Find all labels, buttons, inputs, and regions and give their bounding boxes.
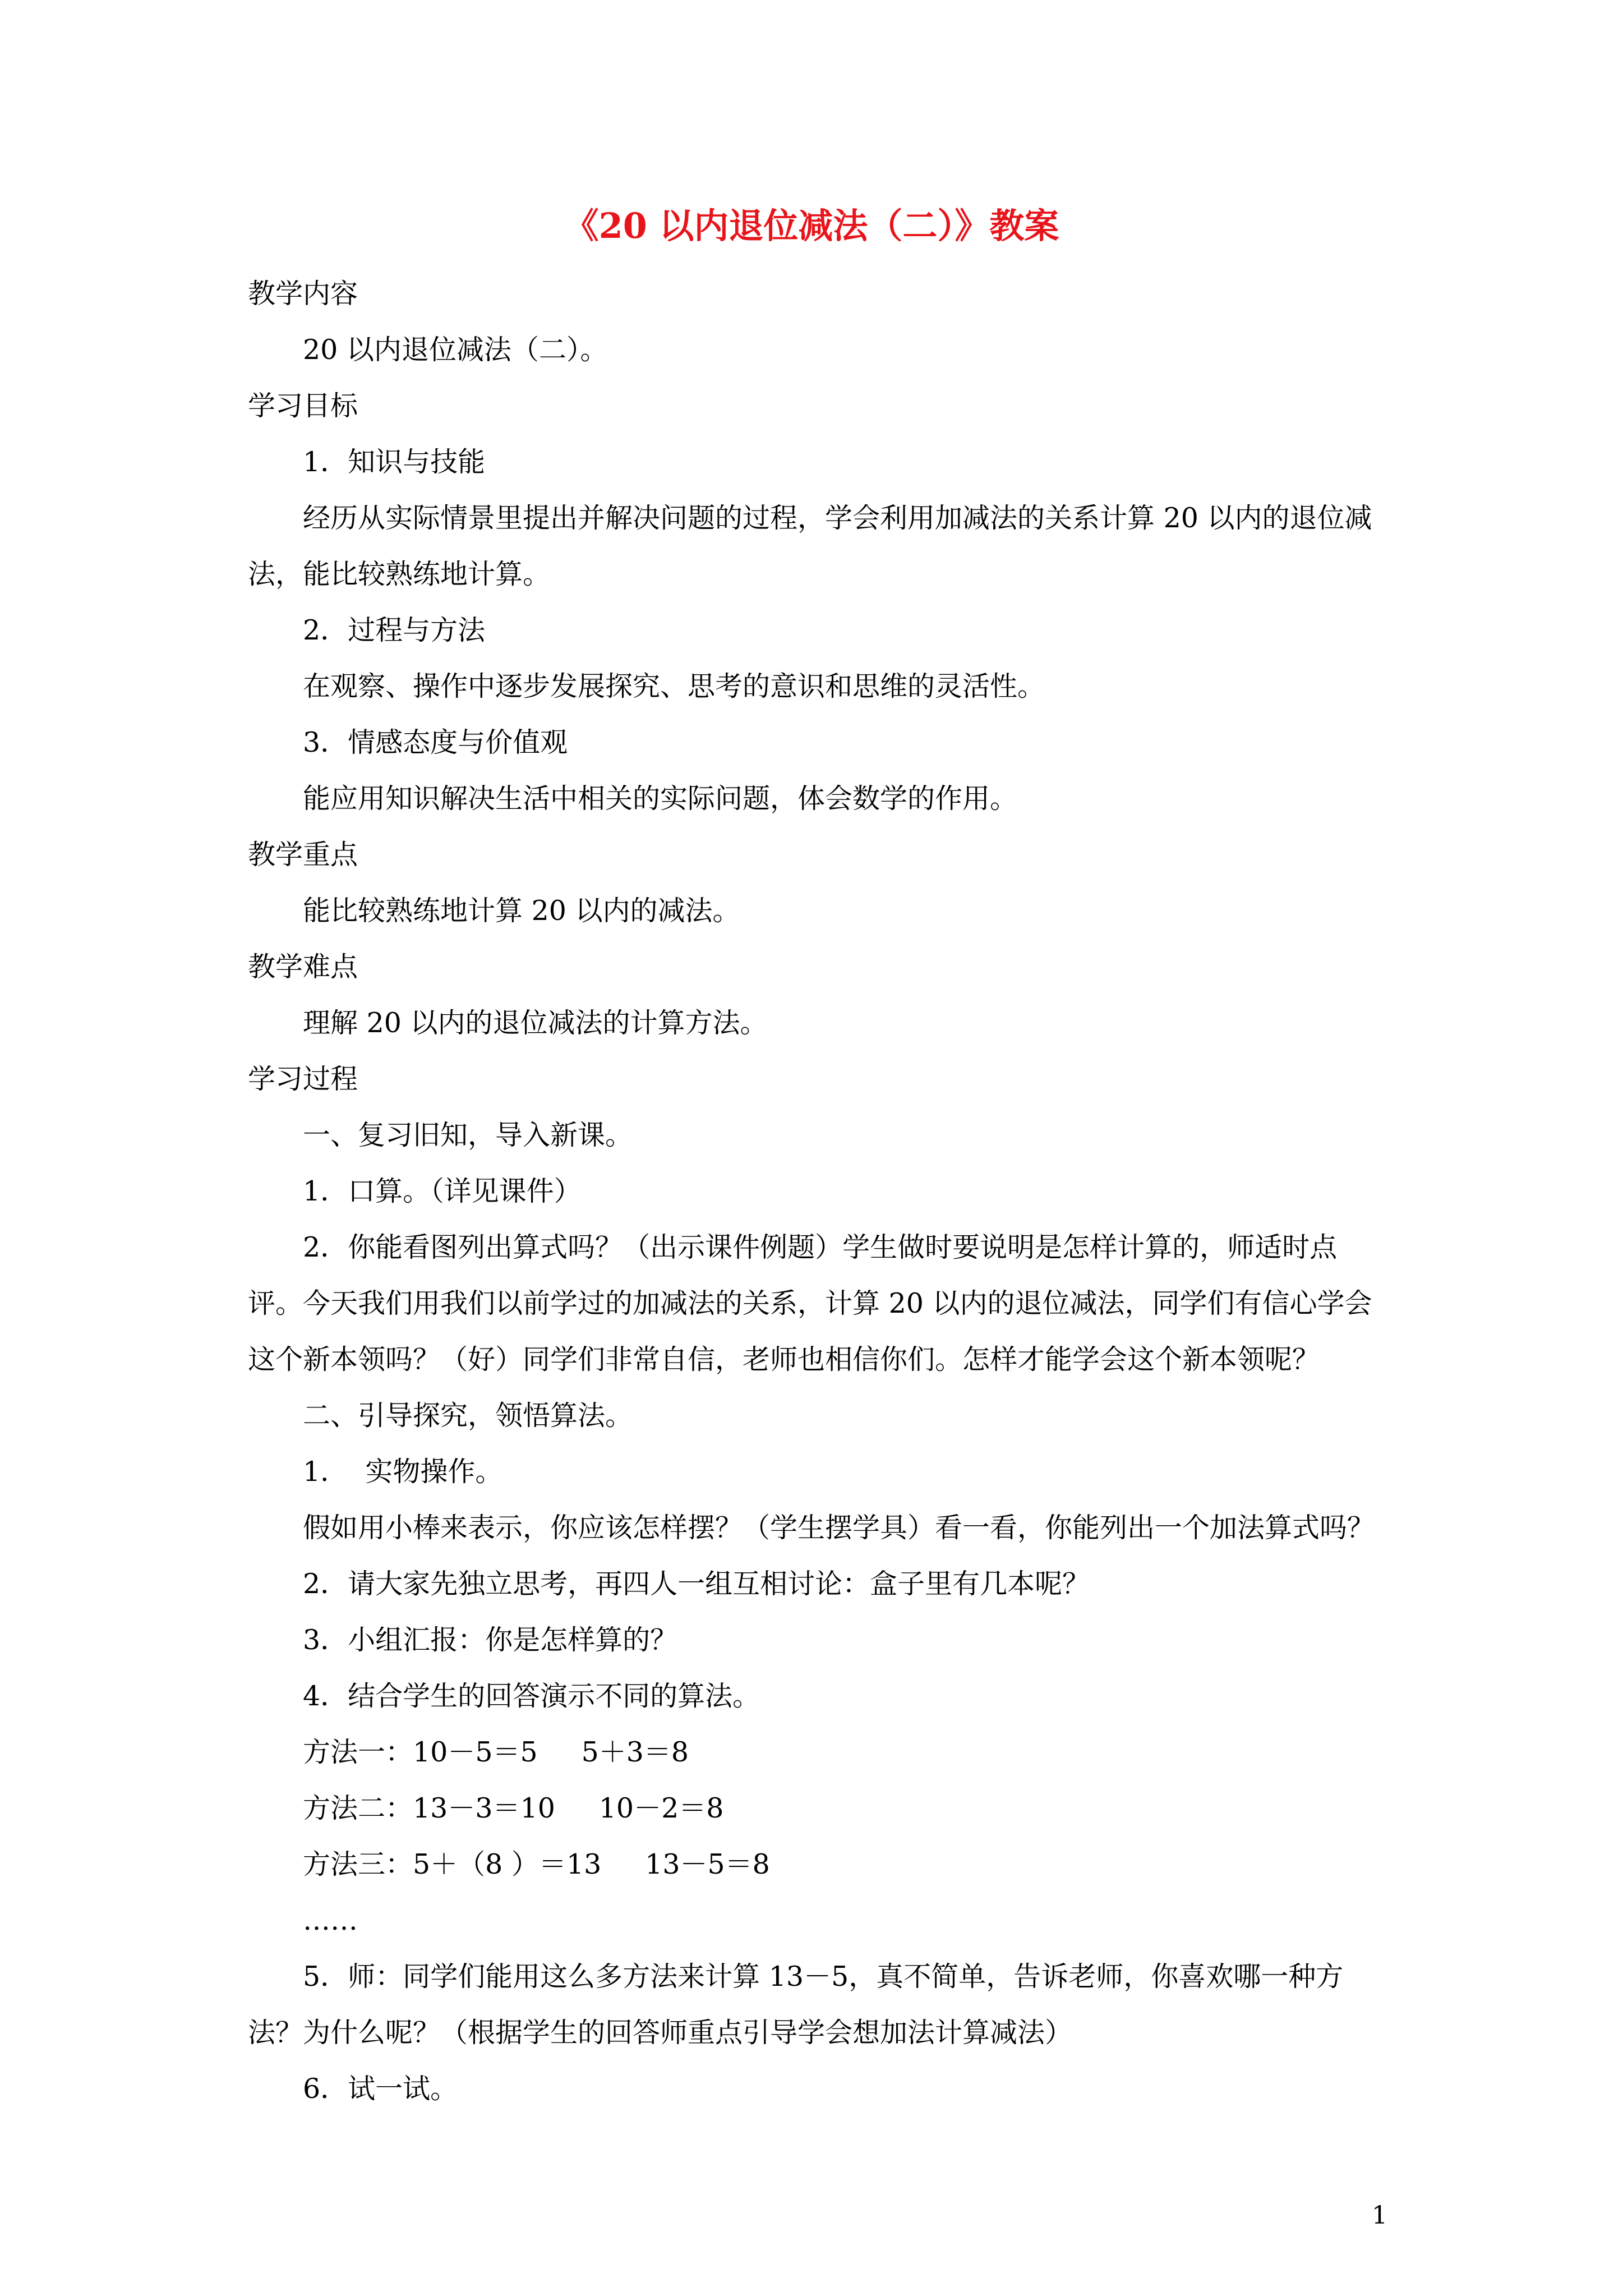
body-paragraph: 经历从实际情景里提出并解决问题的过程，学会利用加减法的关系计算 20 以内的退位减法，能比较熟练地计算。 bbox=[248, 502, 1372, 590]
document-title: 《20 以内退位减法（二）》教案 bbox=[564, 205, 1059, 246]
body-paragraph: 方法二：13－3＝10 10－2＝8 bbox=[303, 1792, 724, 1824]
body-paragraph: 二、引导探究，领悟算法。 bbox=[303, 1400, 633, 1432]
body-paragraph: 方法三：5＋（8 ）＝13 13－5＝8 bbox=[303, 1848, 770, 1880]
document-body bbox=[248, 266, 1381, 2117]
body-paragraph: 能比较熟练地计算 20 以内的减法。 bbox=[303, 895, 740, 927]
body-paragraph: 理解 20 以内的退位减法的计算方法。 bbox=[303, 1007, 768, 1039]
body-paragraph: 假如用小棒来表示，你应该怎样摆？（学生摆学具）看一看，你能列出一个加法算式吗？ bbox=[303, 1512, 1375, 1544]
body-paragraph: 2．请大家先独立思考，再四人一组互相讨论：盒子里有几本呢？ bbox=[303, 1568, 1090, 1600]
body-paragraph: 3．小组汇报：你是怎样算的？ bbox=[303, 1624, 678, 1656]
body-paragraph: 1． 实物操作。 bbox=[303, 1456, 503, 1488]
body-paragraph: 2．你能看图列出算式吗？（出示课件例题）学生做时要说明是怎样计算的，师适时点评。今天我们用我们以前学过的加减法的关系，计算 20 以内的退位减法，同学们有信心学会这个新本领吗？（好）同学们非常自信，老师也相信你们。怎样才能学会这个新本领呢？ bbox=[248, 1231, 1372, 1375]
body-paragraph: 20 以内退位减法（二）。 bbox=[303, 334, 608, 366]
body-paragraph: 能应用知识解决生活中相关的实际问题，体会数学的作用。 bbox=[303, 783, 1018, 815]
body-paragraph: 在观察、操作中逐步发展探究、思考的意识和思维的灵活性。 bbox=[303, 670, 1045, 702]
body-paragraph: 6．试一试。 bbox=[303, 2073, 458, 2105]
body-paragraph: 1．知识与技能 bbox=[303, 446, 486, 478]
body-paragraph: 2．过程与方法 bbox=[303, 614, 486, 646]
body-paragraph: 方法一：10－5＝5 5＋3＝8 bbox=[303, 1736, 689, 1768]
body-paragraph: 4．结合学生的回答演示不同的算法。 bbox=[303, 1680, 760, 1712]
section-heading: 教学重点 bbox=[248, 839, 358, 871]
section-heading: 教学内容 bbox=[248, 278, 358, 310]
page-number: 1 bbox=[1372, 2201, 1387, 2230]
body-paragraph: 5．师：同学们能用这么多方法来计算 13－5，真不简单，告诉老师，你喜欢哪一种方法？为什么呢？（根据学生的回答师重点引导学会想加法计算减法） bbox=[248, 1961, 1344, 2049]
section-heading: 学习目标 bbox=[248, 390, 358, 422]
body-paragraph: 3．情感态度与价值观 bbox=[303, 726, 568, 758]
body-paragraph: 1．口算。（详见课件） bbox=[303, 1175, 582, 1207]
section-heading: 教学难点 bbox=[248, 951, 358, 983]
body-paragraph: 一、复习旧知，导入新课。 bbox=[303, 1119, 633, 1151]
section-heading: 学习过程 bbox=[248, 1063, 358, 1095]
body-paragraph: …… bbox=[303, 1904, 358, 1936]
